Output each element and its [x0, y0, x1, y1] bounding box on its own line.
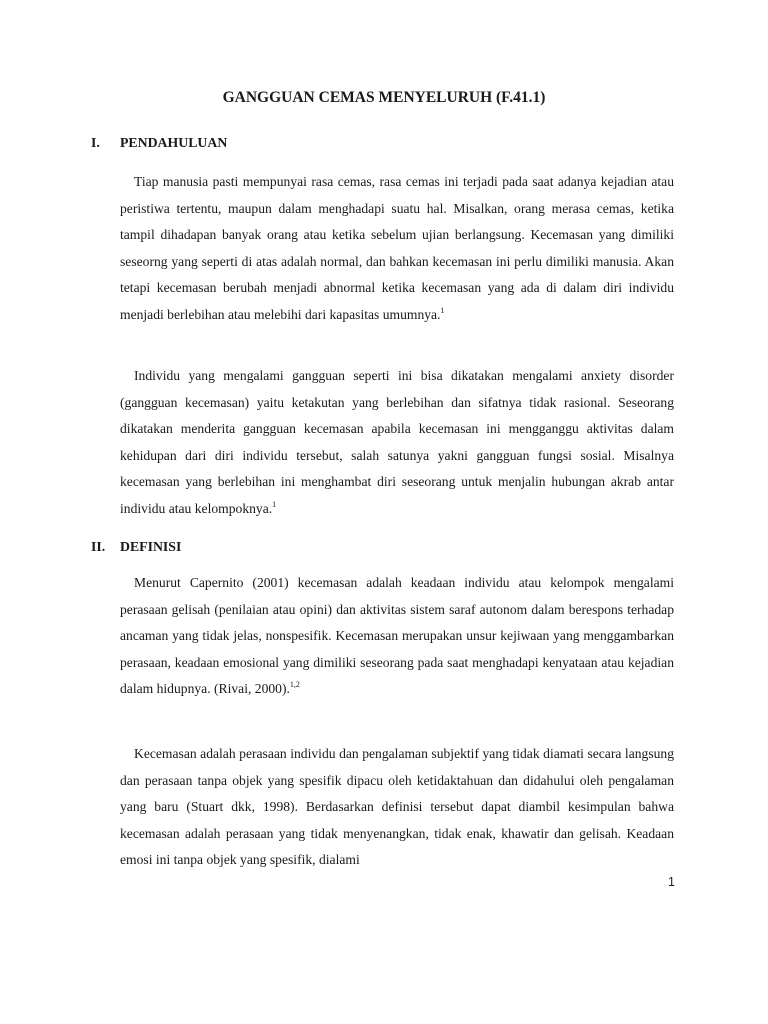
paragraph — [120, 169, 674, 329]
paragraph — [120, 363, 674, 523]
page-number: 1 — [668, 875, 675, 889]
paragraph-text: Individu yang mengalami gangguan seperti ini bisa dikatakan mengalami anxiety disorder (gangguan kecemasan) yaitu ketakutan yang berlebihan dan sifatnya tidak rasional. Seseorang dikatakan menderita gangguan kecemasan apabila kecemasan ini mengganggu aktivitas dalam kehidupan dari diri individu tersebut, salah satunya yakni gangguan fungsi sosial. Misalnya kecemasan yang berlebihan ini menghambat diri seseorang untuk menjalin hubungan akrab antar individu atau kelompoknya. — [120, 368, 674, 516]
section-title: PENDAHULUAN — [120, 135, 228, 150]
paragraph-text: Kecemasan adalah perasaan individu dan pengalaman subjektif yang tidak diamati secara langsung dan perasaan tanpa objek yang spesifik dipacu oleh ketidaktahuan dan didahului oleh pengalaman yang baru (Stuart dkk, 1998). Berdasarkan definisi tersebut dapat diambil kesimpulan bahwa kecemasan adalah perasaan yang tidak menyenangkan, tidak enak, khawatir dan gelisah. Keadaan emosi ini tanpa objek yang spesifik, dialami — [120, 746, 674, 868]
paragraph-text: Tiap manusia pasti mempunyai rasa cemas, rasa cemas ini terjadi pada saat adanya kejadian atau peristiwa tertentu, maupun dalam menghadapi suatu hal. Misalkan, orang merasa cemas, ketika tampil dihadapan banyak orang atau ketika sebelum ujian berlangsung. Kecemasan yang dimiliki seseorng yang seperti di atas adalah normal, dan bahkan kecemasan ini perlu dimiliki manusia. Akan tetapi kecemasan berubah menjadi abnormal ketika kecemasan yang ada di dalam diri individu menjadi berlebihan atau melebihi dari kapasitas umumnya. — [120, 174, 674, 322]
document-title: GANGGUAN CEMAS MENYELURUH (F.41.1) — [222, 89, 546, 106]
footnote-ref: 1 — [440, 305, 445, 315]
section-title: DEFINISI — [120, 539, 182, 554]
section-heading-pendahuluan — [91, 135, 227, 151]
footnote-ref: 1,2 — [289, 680, 300, 690]
footnote-ref: 1 — [272, 499, 277, 509]
paragraph — [120, 741, 674, 874]
section-heading-definisi — [91, 539, 181, 555]
paragraph-text: Menurut Capernito (2001) kecemasan adalah keadaan individu atau kelompok mengalami perasaan gelisah (penilaian atau opini) dan aktivitas sistem saraf autonom dalam berespons terhadap ancaman yang tidak jelas, nonspesifik. Kecemasan merupakan unsur kejiwaan yang menggambarkan perasaan, keadaan emosional yang dimiliki seseorang pada saat menghadapi kenyataan atau kejadian dalam hidupnya. (Rivai, 2000). — [120, 575, 674, 697]
paragraph — [120, 570, 674, 703]
section-number: I. — [91, 135, 100, 150]
section-number: II. — [91, 539, 106, 554]
